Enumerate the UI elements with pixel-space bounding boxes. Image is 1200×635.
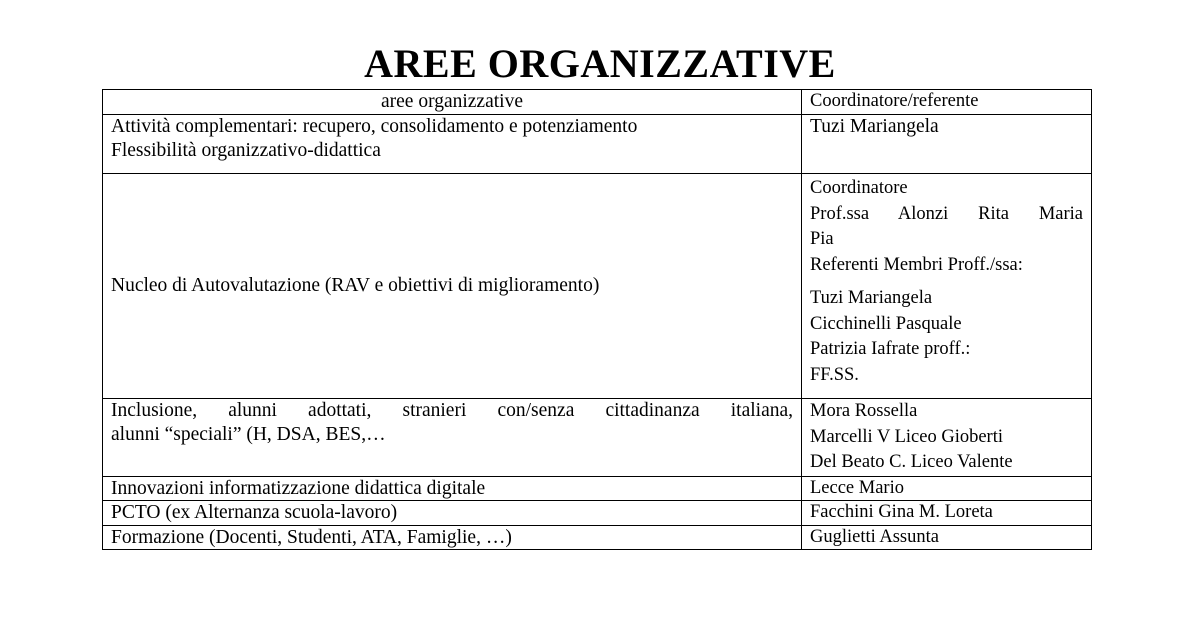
table-header-row	[103, 90, 1092, 115]
coordinator-cell	[802, 476, 1092, 501]
coordinator-name: Guglietti Assunta	[810, 526, 939, 547]
area-text: Formazione (Docenti, Studenti, ATA, Famiglie, …)	[111, 526, 512, 548]
coordinator-name: Prof.ssa Alonzi Rita Maria	[810, 203, 1083, 224]
table-row	[103, 476, 1092, 501]
area-text: Attività complementari: recupero, consolidamento e potenziamento	[111, 116, 638, 137]
table-row	[103, 399, 1092, 477]
coordinator-cell	[802, 399, 1092, 477]
coordinator-cell	[802, 525, 1092, 550]
table-row	[103, 501, 1092, 526]
areas-table	[102, 89, 1092, 550]
coordinator-role: FF.SS.	[810, 364, 859, 385]
area-cell	[103, 476, 802, 501]
table-row	[103, 525, 1092, 550]
coordinator-name: Pia	[810, 229, 834, 249]
area-text: PCTO (ex Alternanza scuola-lavoro)	[111, 502, 398, 523]
area-cell	[103, 115, 802, 174]
area-cell	[103, 501, 802, 526]
header-coordinator: Coordinatore/referente	[802, 90, 1092, 115]
coordinator-cell	[802, 115, 1092, 174]
table-row	[103, 115, 1092, 174]
coordinator-name: Facchini Gina M. Loreta	[810, 502, 993, 522]
coordinator-name: Tuzi Mariangela	[810, 288, 933, 308]
area-text: Flessibilità organizzativo-didattica	[111, 139, 381, 161]
area-text: Inclusione, alunni adottati, stranieri con/senza cittadinanza italiana,	[111, 400, 793, 421]
area-cell	[103, 525, 802, 550]
header-areas: aree organizzative	[103, 90, 802, 115]
table-row	[103, 174, 1092, 399]
area-cell	[103, 174, 802, 399]
coordinator-name: Cicchinelli Pasquale	[810, 313, 962, 334]
area-text: Nucleo di Autovalutazione (RAV e obiettivi di miglioramento)	[111, 275, 600, 297]
coordinator-cell	[802, 501, 1092, 526]
area-text: Innovazioni informatizzazione didattica digitale	[111, 477, 486, 499]
coordinator-role: Referenti Membri Proff./ssa:	[810, 254, 1023, 275]
coordinator-cell	[802, 174, 1092, 399]
coordinator-name: Patrizia Iafrate proff.:	[810, 339, 971, 359]
coordinator-name: Mora Rossella	[810, 401, 918, 421]
coordinator-name: Tuzi Mariangela	[810, 116, 939, 137]
coordinator-name: Marcelli V Liceo Gioberti	[810, 426, 1003, 447]
coordinator-name: Del Beato C. Liceo Valente	[810, 452, 1013, 472]
area-text: alunni “speciali” (H, DSA, BES,…	[111, 423, 386, 445]
area-cell	[103, 399, 802, 477]
coordinator-role: Coordinatore	[810, 178, 908, 198]
page-title: AREE ORGANIZZATIVE	[364, 41, 836, 86]
coordinator-name: Lecce Mario	[810, 477, 904, 498]
